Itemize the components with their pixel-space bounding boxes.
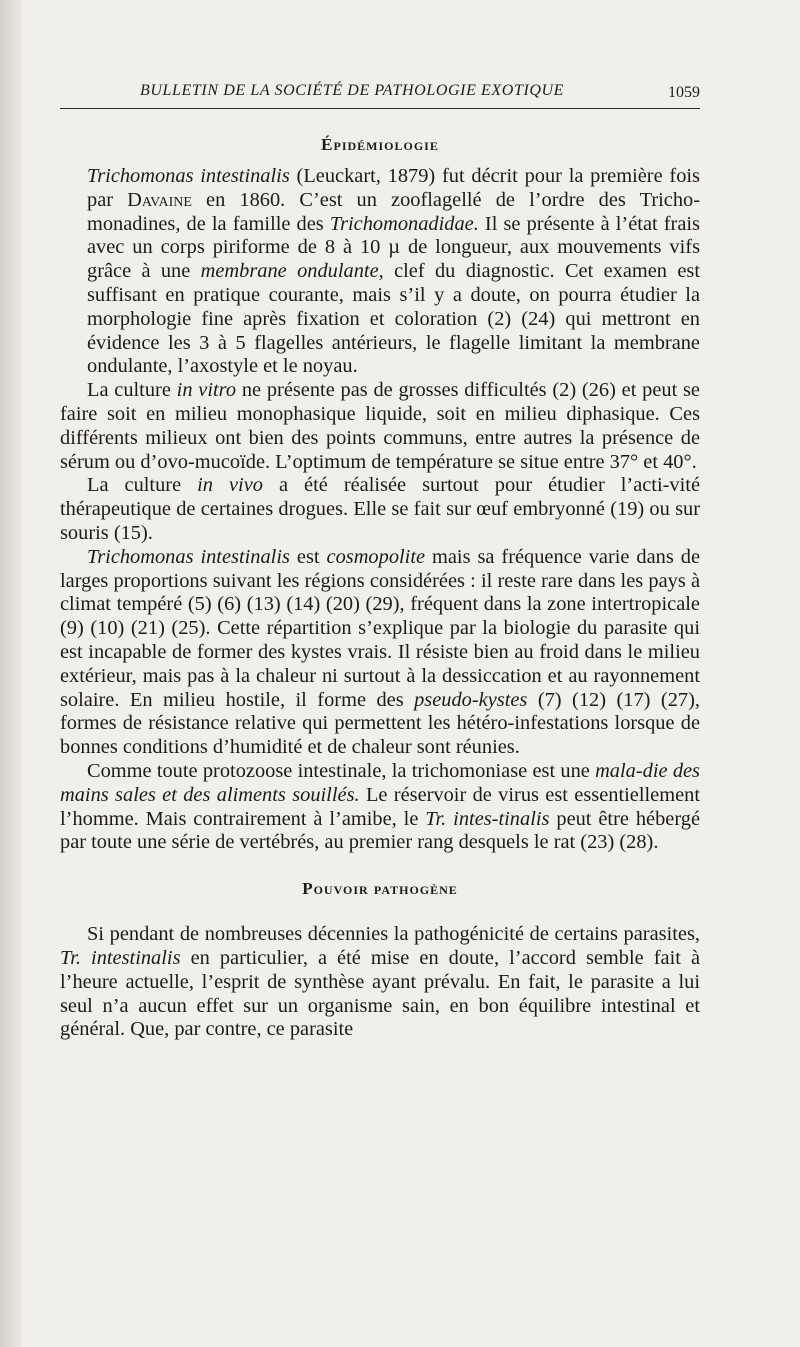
running-head — [60, 78, 700, 109]
species-name: Trichomonas intestinalis — [87, 545, 290, 568]
paragraph-1: Trichomonas intestinalis (Leuckart, 1879) fut décrit pour la première fois par Davaine en 1860. C’est un zooflagellé de l’ordre des Tricho-monadines, de la famille des Trichomonadidae. Il se présente à l’état frais avec un corps piriforme de 8 à 10 µ de longueur, aux mouvements vifs grâce à une membrane ondulante, clef du diagnostic. Cet examen est suffisant en pratique courante, mais s’il y a doute, on pourra étudier la morphologie fine après fixation et coloration (2) (24) qui mettront en évidence les 3 à 5 flagelles antérieurs, le flagelle limitant la membrane ondulante, l’axostyle et le noyau. — [87, 165, 701, 378]
paragraph-3: La culture in vivo a été réalisée surtout pour étudier l’acti-vité thérapeutique de certaines drogues. Elle se fait sur œuf embryonné (19) ou sur souris (15). — [60, 474, 701, 544]
journal-page — [60, 78, 700, 1042]
paragraph-4: Trichomonas intestinalis est cosmopolite mais sa fréquence varie dans de larges proportions suivant les régions considérées : il reste rare dans les pays à climat tempéré (5) (6) (13) (14) (20) (29), fréquent dans la zone intertropicale (9) (10) (21) (25). Cette répartition s’explique par la biologie du parasite qui est incapable de former des kystes vrais. Il résiste bien au froid dans le milieu extérieur, mais pas à la chaleur ni surtout à la dessiccation et au rayonnement solaire. En milieu hostile, il forme des pseudo-kystes (7) (12) (17) (27), formes de résistance relative qui permettent les hétéro-infestations lorsque de bonnes conditions d’humidité et de chaleur sont réunies. — [60, 545, 700, 759]
page-edge-shadow — [0, 0, 22, 1347]
paragraph-2: La culture in vitro ne présente pas de grosses difficultés (2) (26) et peut se faire soit en milieu monophasique liquide, soit en milieu diphasique. Ces différents milieux ont bien des points communs, entre autres la présence de sérum ou d’ovo-mucoïde. L’optimum de température se situe entre 37° et 40°. — [60, 379, 700, 473]
paragraph-5: Comme toute protozoose intestinale, la trichomoniase est une mala-die des mains sales et des aliments souillés. Le réservoir de virus est essentiellement l’homme. Mais contrairement à l’amibe, le Tr. intes-tinalis peut être hébergé par toute une série de vertébrés, au premier rang desquels le rat (23) (28). — [60, 759, 700, 854]
author-name: Davaine — [127, 188, 192, 211]
section-heading-epidemiologie: Épidémiologie — [321, 135, 439, 154]
species-name: Trichomonas intestinalis — [87, 165, 290, 187]
section-heading-pouvoir-pathogene: Pouvoir pathogène — [302, 879, 458, 899]
page-number: 1059 — [668, 84, 700, 101]
journal-title: BULLETIN DE LA SOCIÉTÉ DE PATHOLOGIE EXOTIQUE — [140, 82, 565, 99]
paragraph-6: Si pendant de nombreuses décennies la pathogénicité de certains parasites, Tr. intestinalis en particulier, a été mise en doute, l’accord semble fait à l’heure actuelle, l’esprit de synthèse ayant prévalu. En fait, le parasite a lui seul n’a aucun effet sur un organisme sain, en bon équilibre intestinal et général. Que, par contre, ce parasite — [60, 923, 700, 1041]
